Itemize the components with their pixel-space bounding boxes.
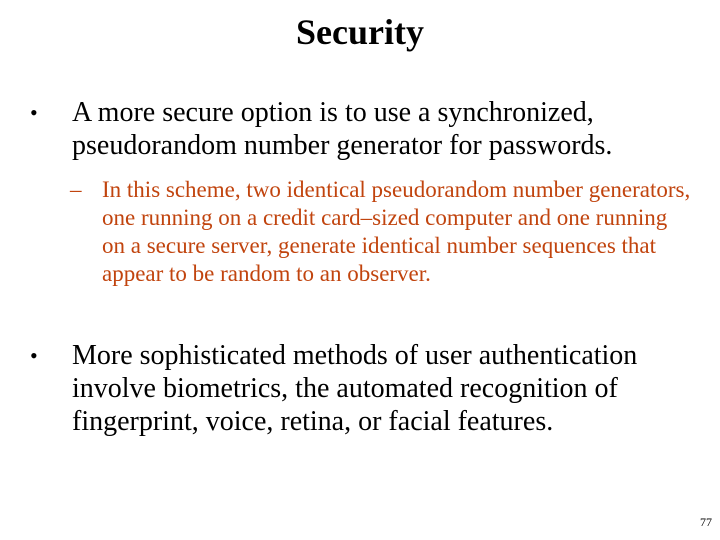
- bullet-marker: •: [30, 343, 38, 368]
- bullet-item: [30, 96, 690, 162]
- sub-bullet-item: [70, 176, 695, 288]
- sub-bullet-marker: –: [70, 177, 82, 202]
- bullet-text: More sophisticated methods of user authentication involve biometrics, the automated recognition of fingerprint, voice, retina, or facial features.: [72, 340, 638, 437]
- page-number: 77: [700, 515, 712, 529]
- slide-title: Security: [296, 12, 424, 52]
- bullet-text: A more secure option is to use a synchronized, pseudorandom number generator for passwords.: [72, 97, 613, 161]
- bullet-item: [30, 339, 690, 438]
- bullet-marker: •: [30, 100, 38, 125]
- sub-bullet-text: In this scheme, two identical pseudorandom number generators, one running on a credit card–sized computer and one running on a secure server, generate identical number sequences that appear to be random to an observer.: [102, 177, 691, 286]
